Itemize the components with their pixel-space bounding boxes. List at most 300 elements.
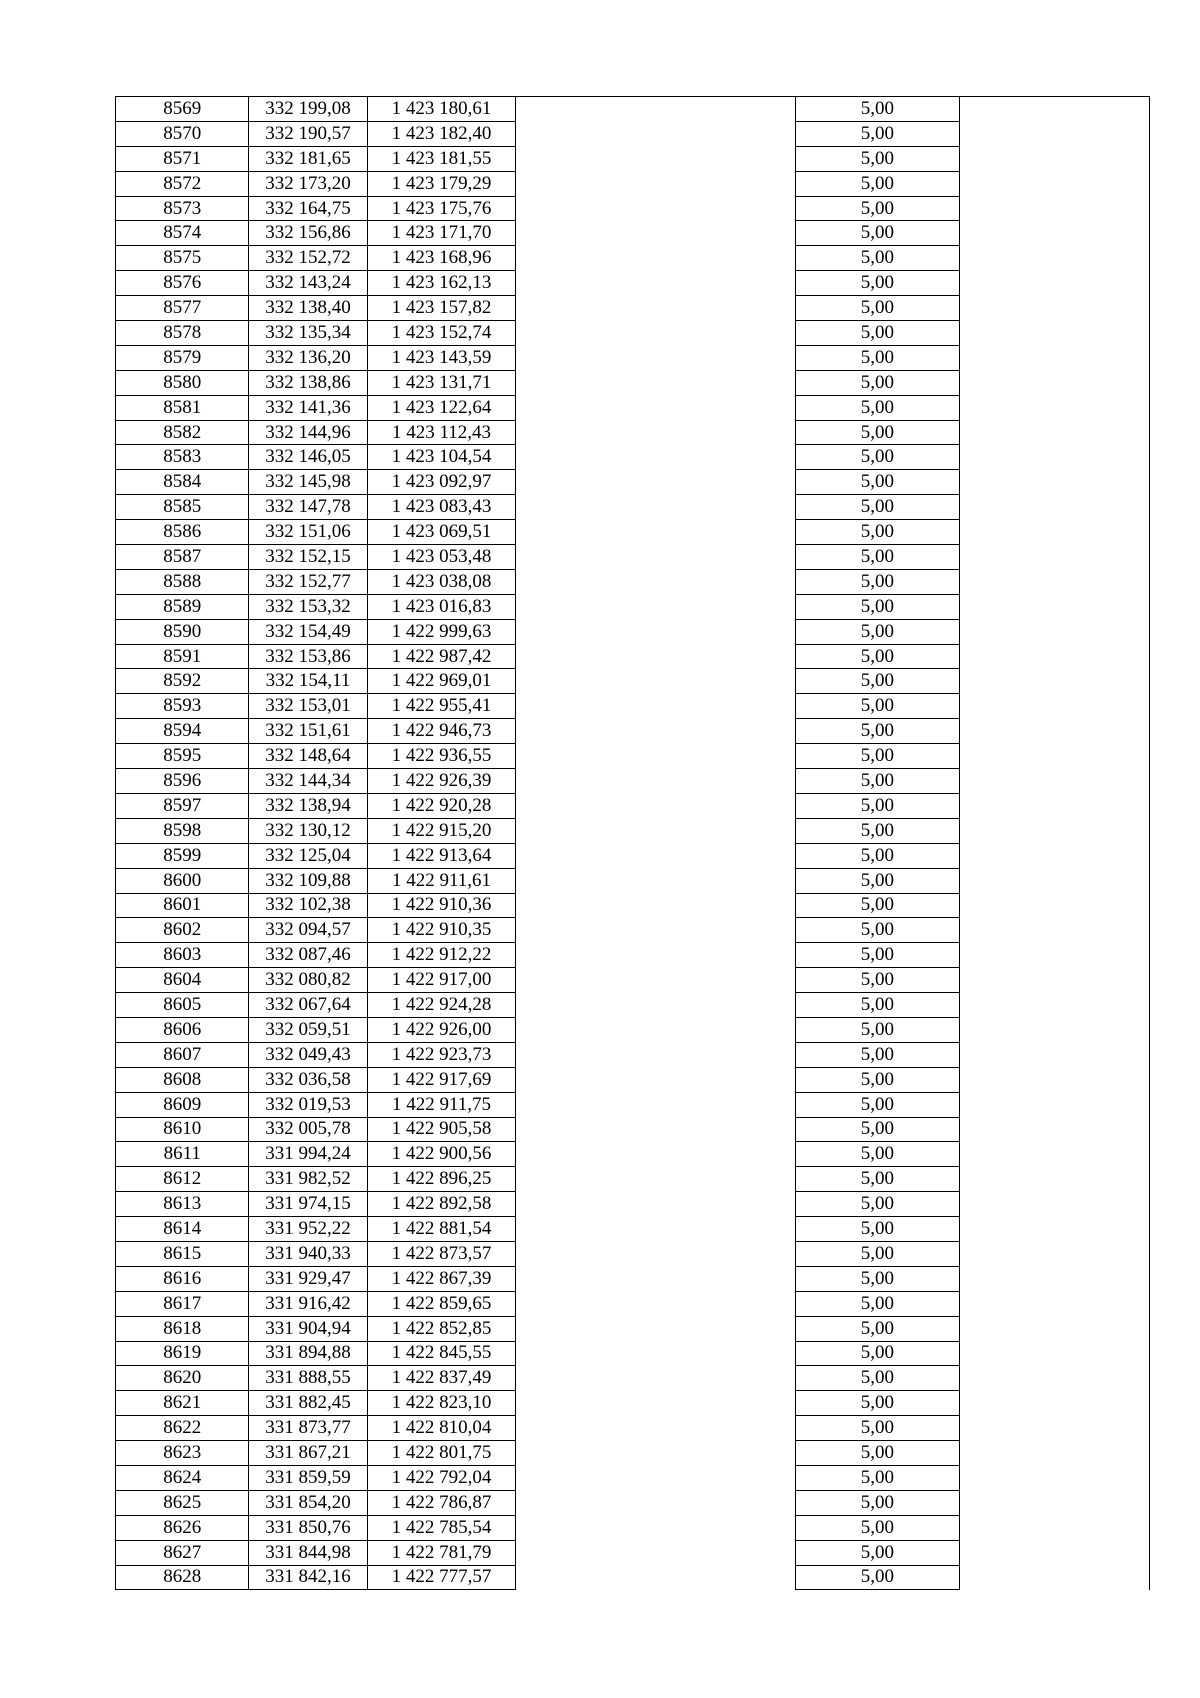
empty-cell	[516, 1366, 795, 1391]
point-number-cell: 8584	[116, 470, 249, 495]
point-number-cell: 8591	[116, 644, 249, 669]
x-coordinate-cell: 331 854,20	[249, 1490, 367, 1515]
point-number-cell: 8571	[116, 146, 249, 171]
y-coordinate-cell: 1 423 143,59	[367, 345, 516, 370]
empty-cell	[516, 1341, 795, 1366]
empty-cell	[516, 345, 795, 370]
x-coordinate-cell: 331 974,15	[249, 1192, 367, 1217]
y-coordinate-cell: 1 422 910,35	[367, 918, 516, 943]
y-coordinate-cell: 1 423 182,40	[367, 121, 516, 146]
point-number-cell: 8613	[116, 1192, 249, 1217]
x-coordinate-cell: 332 138,94	[249, 793, 367, 818]
point-number-cell: 8624	[116, 1465, 249, 1490]
empty-cell	[516, 793, 795, 818]
empty-cell	[516, 1017, 795, 1042]
empty-cell	[960, 769, 1150, 794]
value-cell: 5,00	[795, 1441, 959, 1466]
y-coordinate-cell: 1 423 069,51	[367, 520, 516, 545]
empty-cell	[960, 744, 1150, 769]
empty-cell	[960, 171, 1150, 196]
empty-cell	[516, 868, 795, 893]
value-cell: 5,00	[795, 993, 959, 1018]
y-coordinate-cell: 1 422 911,61	[367, 868, 516, 893]
point-number-cell: 8575	[116, 246, 249, 271]
table-row	[116, 545, 1150, 570]
empty-cell	[960, 296, 1150, 321]
point-number-cell: 8602	[116, 918, 249, 943]
value-cell: 5,00	[795, 1490, 959, 1515]
empty-cell	[516, 1490, 795, 1515]
x-coordinate-cell: 331 904,94	[249, 1316, 367, 1341]
point-number-cell: 8569	[116, 97, 249, 122]
table-row	[116, 1291, 1150, 1316]
y-coordinate-cell: 1 422 917,69	[367, 1067, 516, 1092]
table-row	[116, 1341, 1150, 1366]
value-cell: 5,00	[795, 1266, 959, 1291]
point-number-cell: 8604	[116, 968, 249, 993]
point-number-cell: 8583	[116, 445, 249, 470]
x-coordinate-cell: 332 164,75	[249, 196, 367, 221]
value-cell: 5,00	[795, 943, 959, 968]
empty-cell	[960, 495, 1150, 520]
table-row	[116, 769, 1150, 794]
y-coordinate-cell: 1 422 845,55	[367, 1341, 516, 1366]
y-coordinate-cell: 1 422 881,54	[367, 1217, 516, 1242]
y-coordinate-cell: 1 422 801,75	[367, 1441, 516, 1466]
point-number-cell: 8606	[116, 1017, 249, 1042]
y-coordinate-cell: 1 422 900,56	[367, 1142, 516, 1167]
table-row	[116, 818, 1150, 843]
value-cell: 5,00	[795, 843, 959, 868]
point-number-cell: 8588	[116, 569, 249, 594]
empty-cell	[516, 968, 795, 993]
table-row	[116, 1167, 1150, 1192]
empty-cell	[960, 1565, 1150, 1590]
x-coordinate-cell: 332 144,34	[249, 769, 367, 794]
empty-cell	[960, 345, 1150, 370]
empty-cell	[516, 893, 795, 918]
value-cell: 5,00	[795, 619, 959, 644]
empty-cell	[960, 1192, 1150, 1217]
value-cell: 5,00	[795, 271, 959, 296]
x-coordinate-cell: 332 153,32	[249, 594, 367, 619]
coordinates-table	[115, 96, 1150, 1590]
x-coordinate-cell: 331 842,16	[249, 1565, 367, 1590]
empty-cell	[516, 196, 795, 221]
table-row	[116, 1142, 1150, 1167]
x-coordinate-cell: 332 067,64	[249, 993, 367, 1018]
empty-cell	[960, 221, 1150, 246]
value-cell: 5,00	[795, 1341, 959, 1366]
value-cell: 5,00	[795, 1092, 959, 1117]
point-number-cell: 8581	[116, 395, 249, 420]
table-row	[116, 943, 1150, 968]
y-coordinate-cell: 1 423 053,48	[367, 545, 516, 570]
empty-cell	[516, 1092, 795, 1117]
empty-cell	[960, 1117, 1150, 1142]
empty-cell	[516, 246, 795, 271]
empty-cell	[516, 296, 795, 321]
y-coordinate-cell: 1 423 112,43	[367, 420, 516, 445]
y-coordinate-cell: 1 422 999,63	[367, 619, 516, 644]
empty-cell	[960, 97, 1150, 122]
point-number-cell: 8625	[116, 1490, 249, 1515]
value-cell: 5,00	[795, 569, 959, 594]
value-cell: 5,00	[795, 694, 959, 719]
point-number-cell: 8593	[116, 694, 249, 719]
x-coordinate-cell: 332 153,01	[249, 694, 367, 719]
y-coordinate-cell: 1 423 104,54	[367, 445, 516, 470]
x-coordinate-cell: 332 154,49	[249, 619, 367, 644]
empty-cell	[516, 1465, 795, 1490]
y-coordinate-cell: 1 422 823,10	[367, 1391, 516, 1416]
point-number-cell: 8603	[116, 943, 249, 968]
value-cell: 5,00	[795, 719, 959, 744]
value-cell: 5,00	[795, 1515, 959, 1540]
point-number-cell: 8626	[116, 1515, 249, 1540]
value-cell: 5,00	[795, 1042, 959, 1067]
table-row	[116, 1391, 1150, 1416]
table-row	[116, 395, 1150, 420]
empty-cell	[516, 1316, 795, 1341]
empty-cell	[516, 520, 795, 545]
x-coordinate-cell: 332 138,86	[249, 370, 367, 395]
table-row	[116, 1316, 1150, 1341]
table-row	[116, 520, 1150, 545]
empty-cell	[516, 146, 795, 171]
point-number-cell: 8572	[116, 171, 249, 196]
table-row	[116, 868, 1150, 893]
empty-cell	[516, 121, 795, 146]
value-cell: 5,00	[795, 868, 959, 893]
y-coordinate-cell: 1 423 092,97	[367, 470, 516, 495]
table-row	[116, 271, 1150, 296]
empty-cell	[960, 246, 1150, 271]
y-coordinate-cell: 1 423 157,82	[367, 296, 516, 321]
table-row	[116, 321, 1150, 346]
y-coordinate-cell: 1 422 913,64	[367, 843, 516, 868]
point-number-cell: 8611	[116, 1142, 249, 1167]
value-cell: 5,00	[795, 918, 959, 943]
empty-cell	[516, 918, 795, 943]
y-coordinate-cell: 1 422 785,54	[367, 1515, 516, 1540]
table-row	[116, 1042, 1150, 1067]
table-row	[116, 345, 1150, 370]
point-number-cell: 8627	[116, 1540, 249, 1565]
point-number-cell: 8609	[116, 1092, 249, 1117]
empty-cell	[960, 694, 1150, 719]
empty-cell	[516, 943, 795, 968]
empty-cell	[960, 1092, 1150, 1117]
x-coordinate-cell: 332 190,57	[249, 121, 367, 146]
empty-cell	[516, 993, 795, 1018]
table-row	[116, 843, 1150, 868]
x-coordinate-cell: 332 087,46	[249, 943, 367, 968]
x-coordinate-cell: 332 143,24	[249, 271, 367, 296]
x-coordinate-cell: 331 850,76	[249, 1515, 367, 1540]
y-coordinate-cell: 1 422 936,55	[367, 744, 516, 769]
point-number-cell: 8596	[116, 769, 249, 794]
empty-cell	[960, 818, 1150, 843]
empty-cell	[960, 1042, 1150, 1067]
value-cell: 5,00	[795, 1117, 959, 1142]
y-coordinate-cell: 1 422 987,42	[367, 644, 516, 669]
point-number-cell: 8615	[116, 1241, 249, 1266]
empty-cell	[960, 1067, 1150, 1092]
empty-cell	[960, 1266, 1150, 1291]
table-row	[116, 121, 1150, 146]
table-row	[116, 993, 1150, 1018]
empty-cell	[960, 1540, 1150, 1565]
point-number-cell: 8600	[116, 868, 249, 893]
point-number-cell: 8585	[116, 495, 249, 520]
empty-cell	[516, 644, 795, 669]
value-cell: 5,00	[795, 1241, 959, 1266]
x-coordinate-cell: 331 888,55	[249, 1366, 367, 1391]
table-row	[116, 1515, 1150, 1540]
table-row	[116, 420, 1150, 445]
value-cell: 5,00	[795, 1391, 959, 1416]
empty-cell	[960, 793, 1150, 818]
point-number-cell: 8582	[116, 420, 249, 445]
empty-cell	[516, 321, 795, 346]
point-number-cell: 8595	[116, 744, 249, 769]
empty-cell	[516, 719, 795, 744]
empty-cell	[516, 843, 795, 868]
point-number-cell: 8590	[116, 619, 249, 644]
point-number-cell: 8619	[116, 1341, 249, 1366]
empty-cell	[516, 1441, 795, 1466]
empty-cell	[960, 520, 1150, 545]
empty-cell	[960, 993, 1150, 1018]
empty-cell	[516, 1565, 795, 1590]
point-number-cell: 8617	[116, 1291, 249, 1316]
value-cell: 5,00	[795, 545, 959, 570]
empty-cell	[516, 1167, 795, 1192]
value-cell: 5,00	[795, 1167, 959, 1192]
empty-cell	[516, 594, 795, 619]
y-coordinate-cell: 1 422 781,79	[367, 1540, 516, 1565]
value-cell: 5,00	[795, 495, 959, 520]
x-coordinate-cell: 332 019,53	[249, 1092, 367, 1117]
empty-cell	[516, 1515, 795, 1540]
value-cell: 5,00	[795, 221, 959, 246]
x-coordinate-cell: 331 882,45	[249, 1391, 367, 1416]
point-number-cell: 8628	[116, 1565, 249, 1590]
y-coordinate-cell: 1 422 852,85	[367, 1316, 516, 1341]
value-cell: 5,00	[795, 97, 959, 122]
x-coordinate-cell: 332 080,82	[249, 968, 367, 993]
table-row	[116, 619, 1150, 644]
point-number-cell: 8579	[116, 345, 249, 370]
table-row	[116, 1540, 1150, 1565]
y-coordinate-cell: 1 422 910,36	[367, 893, 516, 918]
value-cell: 5,00	[795, 470, 959, 495]
point-number-cell: 8594	[116, 719, 249, 744]
empty-cell	[960, 619, 1150, 644]
y-coordinate-cell: 1 422 924,28	[367, 993, 516, 1018]
value-cell: 5,00	[795, 669, 959, 694]
point-number-cell: 8612	[116, 1167, 249, 1192]
y-coordinate-cell: 1 422 867,39	[367, 1266, 516, 1291]
y-coordinate-cell: 1 423 171,70	[367, 221, 516, 246]
point-number-cell: 8570	[116, 121, 249, 146]
y-coordinate-cell: 1 423 152,74	[367, 321, 516, 346]
empty-cell	[960, 644, 1150, 669]
empty-cell	[516, 395, 795, 420]
value-cell: 5,00	[795, 246, 959, 271]
y-coordinate-cell: 1 422 786,87	[367, 1490, 516, 1515]
value-cell: 5,00	[795, 1192, 959, 1217]
y-coordinate-cell: 1 422 905,58	[367, 1117, 516, 1142]
x-coordinate-cell: 332 173,20	[249, 171, 367, 196]
empty-cell	[516, 470, 795, 495]
point-number-cell: 8616	[116, 1266, 249, 1291]
point-number-cell: 8607	[116, 1042, 249, 1067]
y-coordinate-cell: 1 423 131,71	[367, 370, 516, 395]
point-number-cell: 8620	[116, 1366, 249, 1391]
empty-cell	[960, 1341, 1150, 1366]
y-coordinate-cell: 1 423 038,08	[367, 569, 516, 594]
x-coordinate-cell: 331 844,98	[249, 1540, 367, 1565]
empty-cell	[516, 1117, 795, 1142]
y-coordinate-cell: 1 423 083,43	[367, 495, 516, 520]
y-coordinate-cell: 1 422 920,28	[367, 793, 516, 818]
empty-cell	[516, 769, 795, 794]
point-number-cell: 8576	[116, 271, 249, 296]
value-cell: 5,00	[795, 1465, 959, 1490]
empty-cell	[516, 669, 795, 694]
table-row	[116, 1490, 1150, 1515]
y-coordinate-cell: 1 422 912,22	[367, 943, 516, 968]
empty-cell	[960, 1465, 1150, 1490]
point-number-cell: 8598	[116, 818, 249, 843]
y-coordinate-cell: 1 422 969,01	[367, 669, 516, 694]
value-cell: 5,00	[795, 818, 959, 843]
empty-cell	[960, 545, 1150, 570]
empty-cell	[516, 1142, 795, 1167]
empty-cell	[960, 893, 1150, 918]
x-coordinate-cell: 332 151,61	[249, 719, 367, 744]
point-number-cell: 8573	[116, 196, 249, 221]
empty-cell	[516, 1217, 795, 1242]
y-coordinate-cell: 1 422 926,39	[367, 769, 516, 794]
table-row	[116, 1092, 1150, 1117]
empty-cell	[960, 420, 1150, 445]
x-coordinate-cell: 332 005,78	[249, 1117, 367, 1142]
y-coordinate-cell: 1 422 946,73	[367, 719, 516, 744]
point-number-cell: 8623	[116, 1441, 249, 1466]
table-row	[116, 1217, 1150, 1242]
point-number-cell: 8608	[116, 1067, 249, 1092]
empty-cell	[960, 669, 1150, 694]
table-row	[116, 495, 1150, 520]
y-coordinate-cell: 1 423 175,76	[367, 196, 516, 221]
x-coordinate-cell: 332 102,38	[249, 893, 367, 918]
value-cell: 5,00	[795, 594, 959, 619]
table-row	[116, 793, 1150, 818]
value-cell: 5,00	[795, 968, 959, 993]
table-row	[116, 1117, 1150, 1142]
x-coordinate-cell: 332 154,11	[249, 669, 367, 694]
empty-cell	[960, 868, 1150, 893]
table-row	[116, 893, 1150, 918]
empty-cell	[516, 420, 795, 445]
value-cell: 5,00	[795, 644, 959, 669]
empty-cell	[516, 619, 795, 644]
empty-cell	[960, 271, 1150, 296]
y-coordinate-cell: 1 422 892,58	[367, 1192, 516, 1217]
empty-cell	[516, 694, 795, 719]
value-cell: 5,00	[795, 345, 959, 370]
empty-cell	[516, 495, 795, 520]
y-coordinate-cell: 1 423 016,83	[367, 594, 516, 619]
x-coordinate-cell: 331 952,22	[249, 1217, 367, 1242]
table-row	[116, 370, 1150, 395]
point-number-cell: 8621	[116, 1391, 249, 1416]
table-row	[116, 669, 1150, 694]
point-number-cell: 8614	[116, 1217, 249, 1242]
empty-cell	[960, 943, 1150, 968]
value-cell: 5,00	[795, 370, 959, 395]
empty-cell	[516, 1266, 795, 1291]
y-coordinate-cell: 1 422 837,49	[367, 1366, 516, 1391]
value-cell: 5,00	[795, 1416, 959, 1441]
y-coordinate-cell: 1 422 777,57	[367, 1565, 516, 1590]
value-cell: 5,00	[795, 420, 959, 445]
x-coordinate-cell: 332 136,20	[249, 345, 367, 370]
table-row	[116, 1266, 1150, 1291]
value-cell: 5,00	[795, 1217, 959, 1242]
x-coordinate-cell: 332 153,86	[249, 644, 367, 669]
empty-cell	[960, 1217, 1150, 1242]
empty-cell	[960, 1291, 1150, 1316]
table-row	[116, 246, 1150, 271]
empty-cell	[960, 445, 1150, 470]
point-number-cell: 8587	[116, 545, 249, 570]
empty-cell	[516, 545, 795, 570]
x-coordinate-cell: 332 156,86	[249, 221, 367, 246]
x-coordinate-cell: 332 152,77	[249, 569, 367, 594]
value-cell: 5,00	[795, 744, 959, 769]
x-coordinate-cell: 332 148,64	[249, 744, 367, 769]
empty-cell	[960, 370, 1150, 395]
table-row	[116, 1366, 1150, 1391]
y-coordinate-cell: 1 422 873,57	[367, 1241, 516, 1266]
empty-cell	[516, 1042, 795, 1067]
empty-cell	[960, 1391, 1150, 1416]
x-coordinate-cell: 331 859,59	[249, 1465, 367, 1490]
y-coordinate-cell: 1 423 181,55	[367, 146, 516, 171]
point-number-cell: 8592	[116, 669, 249, 694]
empty-cell	[516, 744, 795, 769]
value-cell: 5,00	[795, 146, 959, 171]
table-row	[116, 1067, 1150, 1092]
table-row	[116, 1565, 1150, 1590]
value-cell: 5,00	[795, 296, 959, 321]
empty-cell	[960, 1241, 1150, 1266]
empty-cell	[516, 1416, 795, 1441]
table-row	[116, 694, 1150, 719]
y-coordinate-cell: 1 422 810,04	[367, 1416, 516, 1441]
value-cell: 5,00	[795, 1540, 959, 1565]
table-row	[116, 445, 1150, 470]
empty-cell	[960, 843, 1150, 868]
x-coordinate-cell: 331 873,77	[249, 1416, 367, 1441]
x-coordinate-cell: 332 181,65	[249, 146, 367, 171]
x-coordinate-cell: 331 940,33	[249, 1241, 367, 1266]
table-row	[116, 196, 1150, 221]
